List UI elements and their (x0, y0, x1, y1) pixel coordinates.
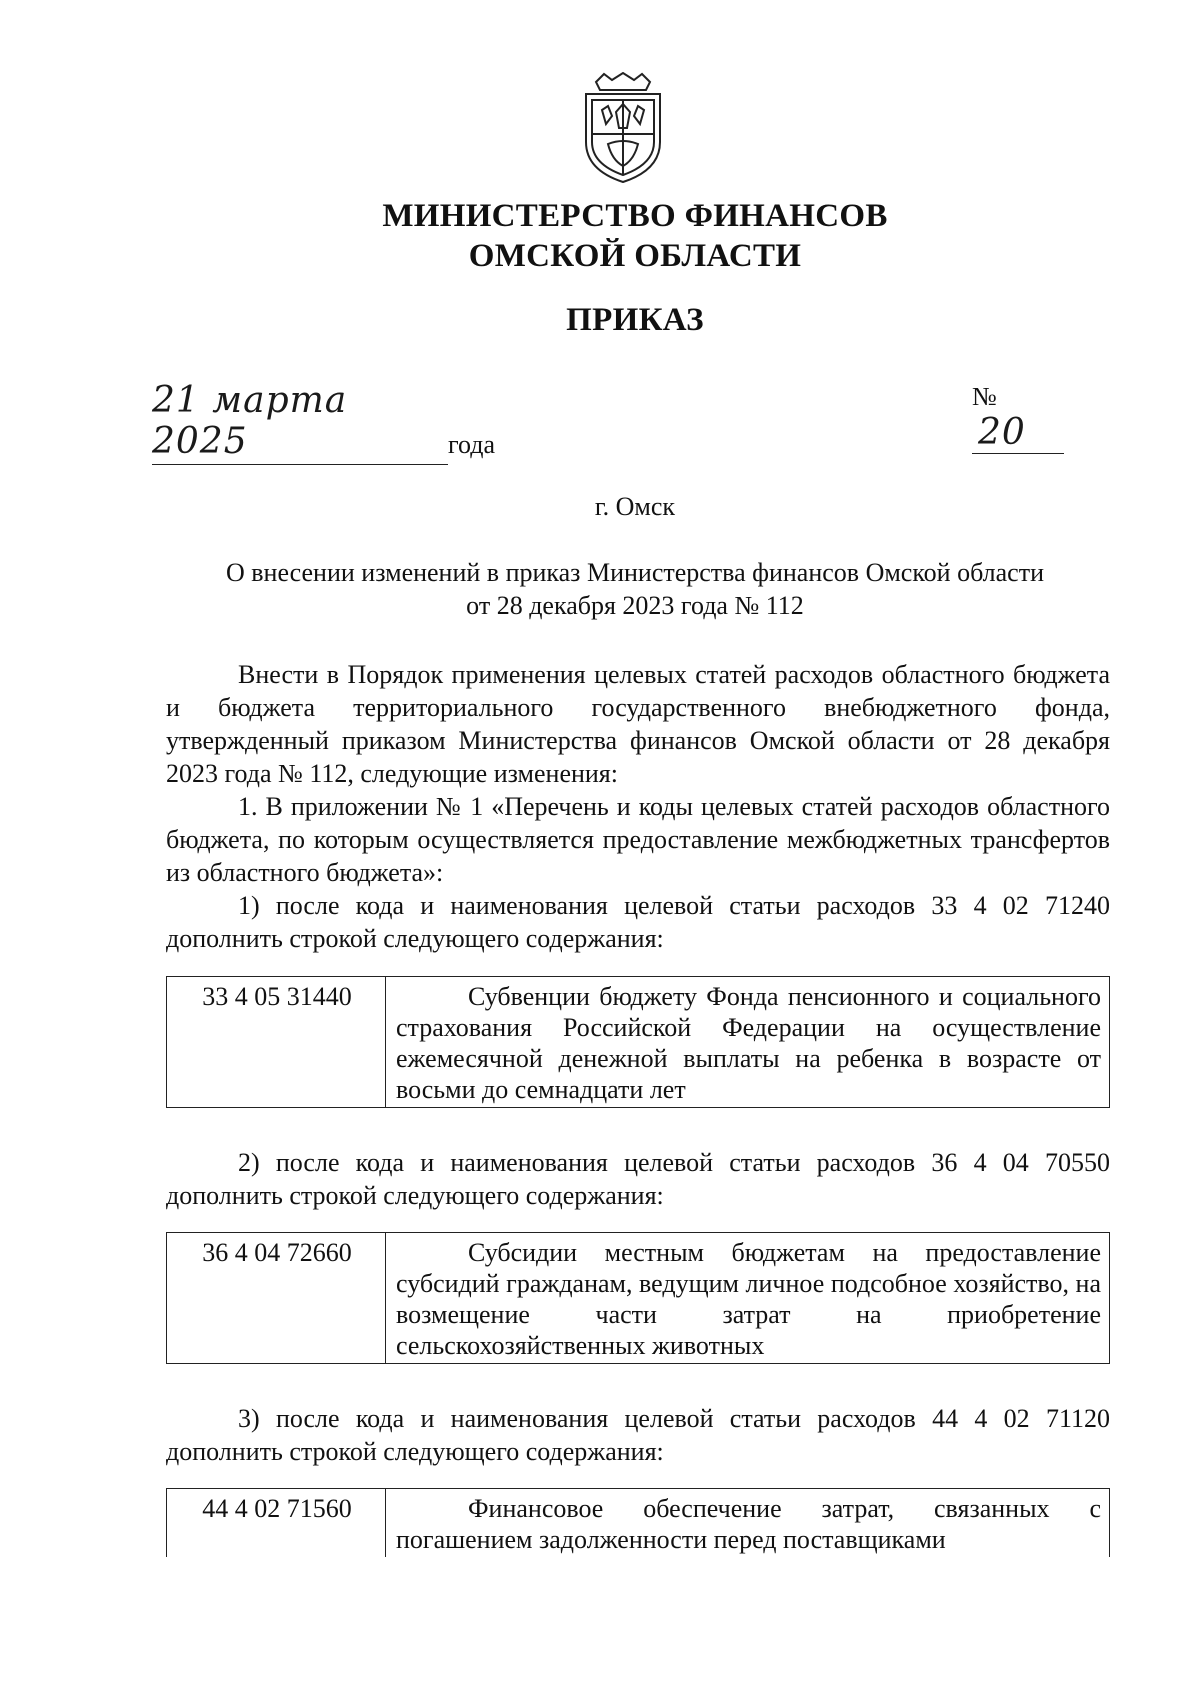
table-row (167, 1489, 1110, 1558)
order-date (152, 380, 496, 462)
row-description: Субсидии местным бюджетам на предоставление субсидий гражданам, ведущим личное подсобное хозяйство, на возмещение части затрат на приобретение сельскохозяйственных животных (396, 1238, 1101, 1360)
number-sign: № (972, 382, 997, 411)
table-row (167, 977, 1110, 1108)
ministry-name-line2: ОМСКОЙ ОБЛАСТИ (468, 238, 802, 274)
handwritten-number: 20 (972, 412, 1064, 454)
item-1-paragraph: 1. В приложении № 1 «Перечень и коды целевых статей расходов областного бюджета, по которым осуществляется предоставление межбюджетных трансфертов из областного бюджета»: (166, 792, 1110, 887)
date-suffix: года (448, 430, 496, 459)
title-line1: О внесении изменений в приказ Министерства финансов Омской области (226, 558, 1044, 587)
amendment-table-1 (166, 976, 1110, 1108)
ministry-name-line1: МИНИСТЕРСТВО ФИНАНСОВ (382, 198, 888, 234)
subitem-3-paragraph: 3) после кода и наименования целевой статьи расходов 44 4 02 71120 дополнить строкой следующего содержания: (166, 1404, 1110, 1466)
subitem-1-paragraph: 1) после кода и наименования целевой статьи расходов 33 4 02 71240 дополнить строкой следующего содержания: (166, 891, 1110, 953)
row-code: 44 4 02 71560 (167, 1489, 386, 1558)
order-number (972, 382, 1092, 453)
row-code: 33 4 05 31440 (167, 977, 386, 1108)
handwritten-date: 21 марта 2025 (152, 380, 448, 465)
table-row (167, 1233, 1110, 1364)
row-description: Финансовое обеспечение затрат, связанных с погашением задолженности перед поставщиками (396, 1494, 1101, 1554)
document-title (180, 556, 1090, 622)
city: г. Омск (594, 492, 676, 521)
row-code: 36 4 04 72660 (167, 1233, 386, 1364)
coat-of-arms-emblem (578, 72, 668, 184)
row-description: Субвенции бюджету Фонда пенсионного и социального страхования Российской Федерации на осуществление ежемесячной денежной выплаты на ребенка в возрасте от восьми до семнадцати лет (396, 982, 1101, 1104)
amendment-table-3 (166, 1488, 1110, 1557)
amendment-table-2 (166, 1232, 1110, 1364)
intro-paragraph: Внести в Порядок применения целевых статей расходов областного бюджета и бюджета территориального государственного внебюджетного фонда, утвержденный приказом Министерства финансов Омской области от 28 декабря 2023 года № 112, следующие изменения: (166, 660, 1110, 788)
title-line2: от 28 декабря 2023 года № 112 (466, 591, 804, 620)
subitem-2-paragraph: 2) после кода и наименования целевой статьи расходов 36 4 04 70550 дополнить строкой следующего содержания: (166, 1148, 1110, 1210)
document-type: ПРИКАЗ (566, 302, 704, 338)
